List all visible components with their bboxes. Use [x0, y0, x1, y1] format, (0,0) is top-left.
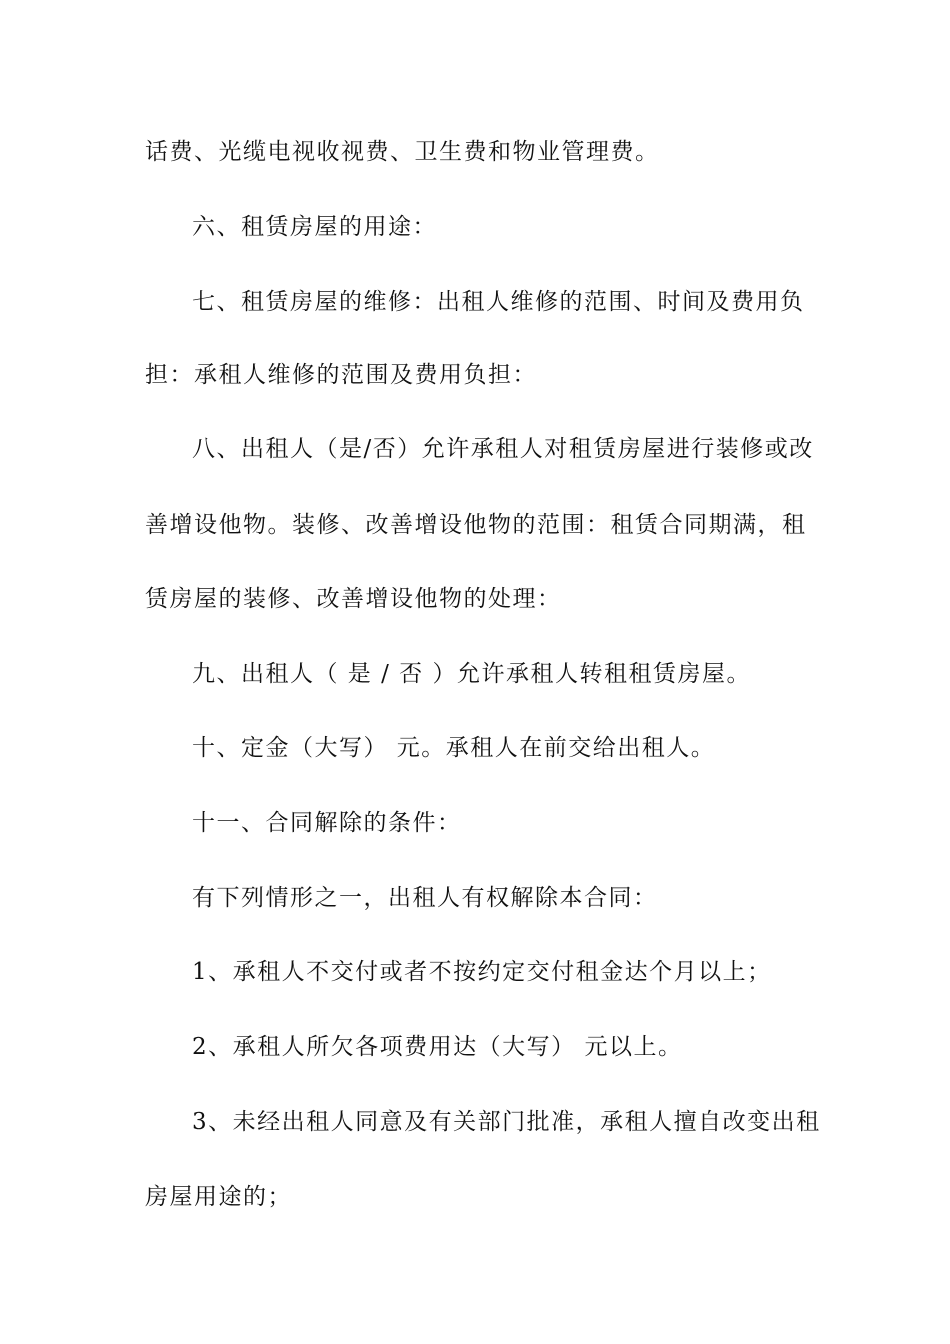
text-line-1: 话费、光缆电视收视费、卫生费和物业管理费。 — [145, 139, 660, 165]
text-line-8: 九、出租人（ 是 / 否 ）允许承租人转租租赁房屋。 — [192, 661, 751, 687]
text-line-11: 有下列情形之一，出租人有权解除本合同： — [192, 885, 658, 911]
text-line-13: 2、承租人所欠各项费用达（大写） 元以上。 — [192, 1034, 683, 1060]
text-line-2: 六、租赁房屋的用途： — [192, 214, 437, 240]
text-line-7: 赁房屋的装修、改善增设他物的处理： — [145, 586, 562, 612]
text-line-10: 十一、合同解除的条件： — [192, 810, 462, 836]
text-line-12: 1、承租人不交付或者不按约定交付租金达个月以上； — [192, 959, 772, 985]
text-line-4: 担：承租人维修的范围及费用负担： — [145, 362, 537, 388]
text-line-15: 房屋用途的； — [145, 1184, 292, 1210]
text-line-14: 3、未经出租人同意及有关部门批准，承租人擅自改变出租 — [192, 1109, 821, 1135]
text-line-3: 七、租赁房屋的维修：出租人维修的范围、时间及费用负 — [192, 289, 805, 315]
text-line-5: 八、出租人（是/否）允许承租人对租赁房屋进行装修或改 — [192, 436, 814, 462]
text-line-9: 十、定金（大写） 元。承租人在前交给出租人。 — [192, 735, 716, 761]
text-line-6: 善增设他物。装修、改善增设他物的范围：租赁合同期满，租 — [145, 512, 807, 538]
